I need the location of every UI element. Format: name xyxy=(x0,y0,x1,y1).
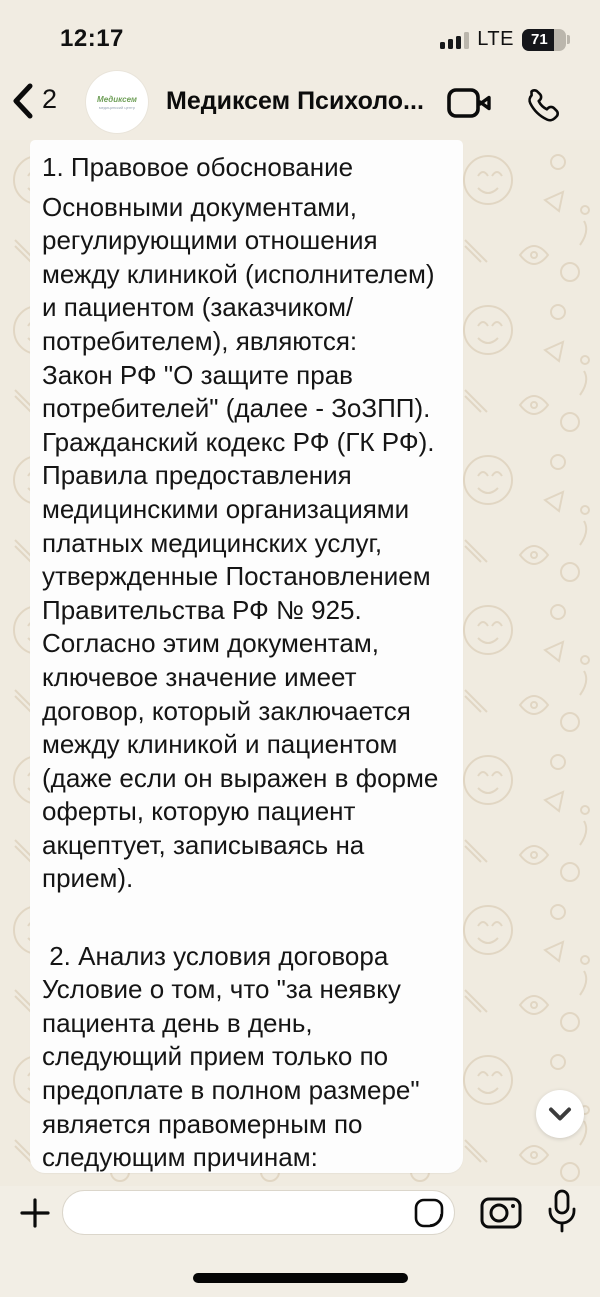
back-button[interactable] xyxy=(10,81,36,121)
message-text-line: 2. Анализ условия договора xyxy=(42,940,389,971)
video-call-button[interactable] xyxy=(447,88,493,118)
message-text-line: и пациентом (заказчиком/ xyxy=(42,292,354,323)
chevron-down-icon xyxy=(548,1107,572,1121)
message-text-line: ключевое значение имеет xyxy=(42,661,357,692)
contact-avatar[interactable]: Медиксем медицинский центр xyxy=(86,71,148,133)
message-text-line: 1. Правовое обоснование xyxy=(42,152,354,182)
camera-icon xyxy=(480,1193,522,1231)
message-text-line: договор, который заключается xyxy=(42,695,411,726)
message-text-line: следующим причинам: xyxy=(42,1142,318,1173)
voice-call-button[interactable] xyxy=(524,88,560,122)
message-input[interactable] xyxy=(63,1193,412,1233)
sticker-button[interactable] xyxy=(412,1196,446,1230)
sticker-icon xyxy=(412,1196,446,1230)
message-text-line: Основными документами, xyxy=(42,191,357,222)
avatar-logo-text: Медиксем xyxy=(97,94,137,104)
unread-count-badge[interactable]: 2 xyxy=(42,84,58,114)
video-camera-icon xyxy=(447,88,493,118)
message-text-line: следующий прием только по xyxy=(42,1041,389,1072)
message-text-line: оферты, которую пациент xyxy=(42,796,356,827)
home-indicator[interactable] xyxy=(193,1273,408,1283)
message-text-line: является правомерным по xyxy=(42,1108,363,1139)
message-input-pill[interactable] xyxy=(62,1190,455,1235)
message-text-line: медицинскими организациями xyxy=(42,493,410,524)
voice-message-button[interactable] xyxy=(546,1189,578,1235)
message-text-line: Закон РФ "О защите прав xyxy=(42,359,353,390)
message-text-line: предоплате в полном размере" xyxy=(42,1075,420,1106)
message-text-line: между клиникой и пациентом xyxy=(42,729,398,760)
chat-area[interactable] xyxy=(0,140,600,1186)
microphone-icon xyxy=(546,1189,578,1235)
message-text-line: потребителем), являются: xyxy=(42,325,358,356)
message-text-line: Правила предоставления xyxy=(42,460,352,491)
message-text-line: Правительства РФ № 925. xyxy=(42,594,362,625)
chat-header xyxy=(0,64,600,140)
network-type-label: LTE xyxy=(477,28,514,50)
message-text-line: утвержденные Постановлением xyxy=(42,561,431,592)
phone-icon xyxy=(524,88,560,122)
message-text-line: прием). xyxy=(42,863,134,894)
contact-name-title[interactable]: Медиксем Психоло... xyxy=(166,87,424,115)
message-text-line: платных медицинских услуг, xyxy=(42,527,383,558)
message-text-line: Гражданский кодекс РФ (ГК РФ). xyxy=(42,426,435,457)
back-chevron-icon xyxy=(10,81,36,121)
clock: 12:17 xyxy=(60,25,124,52)
signal-strength-icon xyxy=(440,31,469,49)
message-text-line: Согласно этим документам, xyxy=(42,628,379,659)
message-text-line: Условие о том, что "за неявку xyxy=(42,974,401,1005)
message-text-line: регулирующими отношения xyxy=(42,225,378,256)
attach-button[interactable] xyxy=(18,1196,52,1230)
message-text-line: между клиникой (исполнителем) xyxy=(42,258,435,289)
incoming-message-bubble[interactable] xyxy=(30,140,463,1173)
message-text-line: пациента день в день, xyxy=(42,1007,313,1038)
message-text-line: потребителей" (далее - ЗоЗПП). xyxy=(42,393,431,424)
status-bar xyxy=(0,0,600,64)
scroll-to-bottom-button[interactable] xyxy=(536,1090,584,1138)
battery-icon xyxy=(522,29,570,51)
camera-button[interactable] xyxy=(480,1193,522,1231)
message-text-line xyxy=(42,896,451,930)
message-text-line: акцептует, записываясь на xyxy=(42,829,365,860)
battery-percent: 71 xyxy=(531,31,548,48)
plus-icon xyxy=(18,1196,52,1230)
message-text-line: (даже если он выражен в форме xyxy=(42,762,439,793)
